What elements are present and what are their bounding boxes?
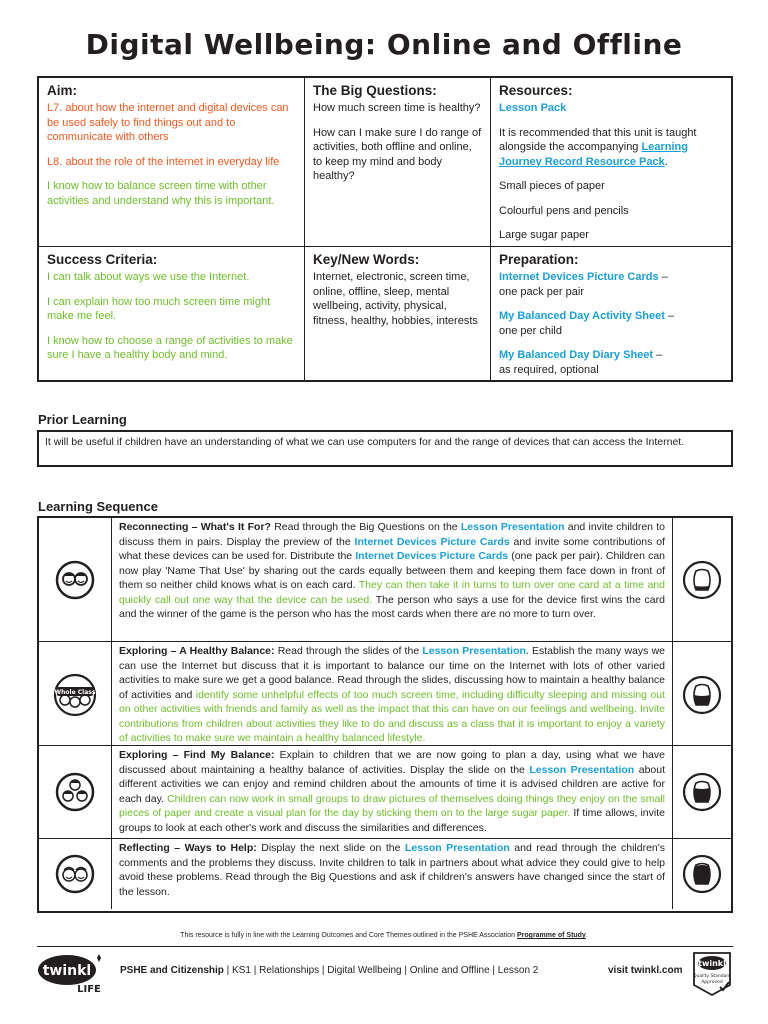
picture-cards-link[interactable]: Internet Devices Picture Cards [354,535,510,548]
big-questions-heading: The Big Questions: [313,83,437,98]
aim-heading: Aim: [47,83,77,98]
learning-sequence-table [37,516,733,913]
quality-standard-badge [690,951,734,1002]
logo-text: twinkl [42,963,92,979]
aim-l7: L7. about how the internet and digital devices can be used safely to find things out and to communicate with others [47,102,289,143]
footer-note [0,932,768,939]
twinkl-logo-icon [37,950,109,994]
prep-dash-3: – [653,349,663,361]
key-words-list: Internet, electronic, screen time, online, offline, sleep, mental wellbeing, activity, physical, fitness, healthy, hobbies, interests [313,271,478,327]
pair-icon-cell [39,518,112,641]
footer-divider [37,946,733,947]
success-criterion-1: I can talk about ways we use the Internet. [47,271,250,283]
aim-cell [39,78,305,247]
big-questions-cell [305,78,491,247]
resources-cell [491,78,731,247]
jar-cell-4 [672,839,731,909]
footer-subject: PSHE and Citizenship [120,965,224,976]
seq4-text-b: and read through the children's comments and the problems they discuss. Invite children to talk in partners about what advice they could give to help avoid these problems. Read through the Big Questions and ask if children's answers have changed since the start of the lesson. [119,842,666,898]
resources-recommendation-end: . [664,155,668,168]
prep-text-3: as required, optional [499,363,599,376]
jar-cell-3 [672,746,731,838]
lesson-presentation-link[interactable]: Lesson Presentation [422,645,526,657]
seq2-text-b: . Establish the many ways we can use the Internet but discuss that it is important to balance our time on the Internet with lots of other varied activities to make sure we get a good balance. Read through the slides, discussing how to maintain a healthy balance of activities and [119,645,665,701]
sequence-text-3 [112,746,672,838]
success-criterion-3: I know how to choose a range of activities to make sure I have a healthy body and mind. [47,334,293,361]
sequence-title-3: Exploring – Find My Balance: [119,749,275,761]
resources-heading: Resources: [499,83,573,98]
badge-brand-text: twinkl [698,959,726,968]
sequence-text-1 [112,518,672,641]
footer-path: | KS1 | Relationships | Digital Wellbeing | Online and Offline | Lesson 2 [223,965,539,976]
badge-line-2: Approved [701,980,723,985]
twinkl-life-logo[interactable] [37,950,109,999]
big-question-1: How much screen time is healthy? [313,102,481,114]
pair-work-icon [55,560,95,600]
resource-item-3: Large sugar paper [499,229,589,241]
logo-sub-text: LIFE [77,984,101,994]
prep-dash-1: – [658,271,668,283]
diary-sheet-link[interactable]: My Balanced Day Diary Sheet [499,349,654,361]
seq3-text-a: Explain to children that we are now going to plan a day, using what we have discussed about maintaining a healthy balance of activities. Display the slide on the [119,749,665,776]
resources-recommendation: It is recommended that this unit is taught alongside the accompanying [499,126,697,153]
visit-twinkl-link[interactable]: visit twinkl.com [608,965,683,976]
seq1-text-d: (one pack per pair). Children can now play 'Name That Use' by sharing out the cards equally between them and keeping them face down in front of them so neither child knows what is on each card. [119,550,666,591]
prior-learning-heading: Prior Learning [38,412,127,427]
resource-item-2: Colourful pens and pencils [499,204,629,217]
sequence-title-1: Reconnecting – What's It For? [119,521,271,533]
jar-cell-2 [672,642,731,748]
seq2-assessment-text: identify some unhelpful effects of too much screen time, including difficulty sleeping and missing out on other activities with friends and family as well as the impact that this can have on our feelings and wellbeing. Invite contributions from children about activities they like to do and discuss as a class that it is important to enjoy a variety of activities to make sure we maintain a healthy balanced lifestyle. [119,688,665,744]
prior-learning-text: It will be useful if children have an understanding of what we can use computers for and the range of devices that can access the Internet. [37,430,733,467]
picture-cards-link[interactable]: Internet Devices Picture Cards [355,550,509,562]
lesson-overview-table [37,76,733,382]
jar-cell-1 [672,518,731,641]
sequence-title-2: Exploring – A Healthy Balance: [119,645,275,657]
seq2-text-a: Read through the slides of the [274,645,423,657]
sequence-row-find-balance [39,745,731,838]
big-question-2: How can I make sure I do range of activities, both offline and online, to keep my mind and body healthy? [313,126,482,182]
learning-sequence-heading: Learning Sequence [38,499,158,514]
badge-line-1: Quality Standard [693,974,731,979]
seq1-assessment-text: They can then take it in turns to turn over one card at a time and quickly call out one way that the device can be used. [119,579,665,606]
lesson-presentation-link[interactable]: Lesson Presentation [404,842,510,854]
group-work-icon [55,772,95,812]
activity-sheet-link[interactable]: My Balanced Day Activity Sheet [499,310,665,322]
prep-text-2: one per child [499,324,562,337]
sequence-title-4: Reflecting – Ways to Help: [119,842,257,854]
lesson-pack-link[interactable]: Lesson Pack [499,102,567,114]
partner-talk-icon [55,854,95,894]
programme-of-study-link[interactable]: Programme of Study [517,932,586,939]
preparation-heading: Preparation: [499,252,579,267]
footer-note-text: This resource is fully in line with the Learning Outcomes and Core Themes outlined in the PSHE Association [180,932,517,939]
seq1-text-b: and invite children to discuss them in pairs. Display the preview of the [119,521,666,548]
preparation-cell [491,247,731,380]
class-icon-cell [39,642,112,748]
seq3-assessment-text: Children can now work in small groups to draw pictures of themselves doing things they enjoy on the small pieces of paper and create a visual plan for the day by sticking them on to the large sugar paper. [119,792,665,819]
whole-class-badge-text: Whole Class [54,688,96,696]
learning-journey-link[interactable]: Learning Journey Record Resource Pack [499,141,688,168]
seq1-text-e: The person who says a use for the device first wins the card and the winner of the game is the person who has the most cards when there are no more to turn over. [119,593,665,620]
group-icon-cell [39,746,112,838]
sequence-row-reconnecting [39,518,731,641]
seq1-text-c: and invite some contributions of what these devices can be used for. Distribute the [119,535,665,562]
resource-item-1: Small pieces of paper [499,180,605,192]
footer-breadcrumb [120,965,538,976]
seq1-text-a: Read through the Big Questions on the [270,521,461,533]
progress-jar-mostly-full-icon [682,772,722,812]
partner-icon-cell [39,839,112,909]
progress-jar-half-icon [682,675,722,715]
prep-text-1: one pack per pair [499,285,584,298]
lesson-presentation-link[interactable]: Lesson Presentation [529,763,635,776]
success-criterion-2: I can explain how too much screen time might make me feel. [47,295,271,322]
footer-note-end: . [585,932,588,939]
aim-l8: L8. about the role of the internet in everyday life [47,155,280,168]
success-criteria-cell [39,247,305,380]
page-title: Digital Wellbeing: Online and Offline [85,28,683,61]
prep-dash-2: – [664,310,675,322]
whole-class-icon [53,673,97,717]
success-heading: Success Criteria: [47,252,158,267]
sequence-text-4 [112,839,672,909]
progress-jar-low-icon [682,560,722,600]
sequence-row-reflecting [39,838,731,909]
key-words-heading: Key/New Words: [313,252,420,267]
quality-badge-icon [690,951,734,997]
picture-cards-link[interactable]: Internet Devices Picture Cards [499,271,659,283]
progress-jar-full-icon [682,854,722,894]
key-words-cell [305,247,491,380]
seq3-text-b: about different activities we can enjoy and remind children about the amounts of time it is advised children are active for each day. [119,763,666,805]
seq4-text-a: Display the next slide on the [256,842,405,854]
lesson-presentation-link[interactable]: Lesson Presentation [460,521,565,533]
sequence-text-2 [112,642,672,748]
sequence-row-healthy-balance [39,641,731,745]
aim-goal: I know how to balance screen time with other activities and understand why this is important. [47,180,275,207]
seq3-text-c: If time allows, invite groups to look at each other's work and discuss the similarities and differences. [119,807,665,834]
